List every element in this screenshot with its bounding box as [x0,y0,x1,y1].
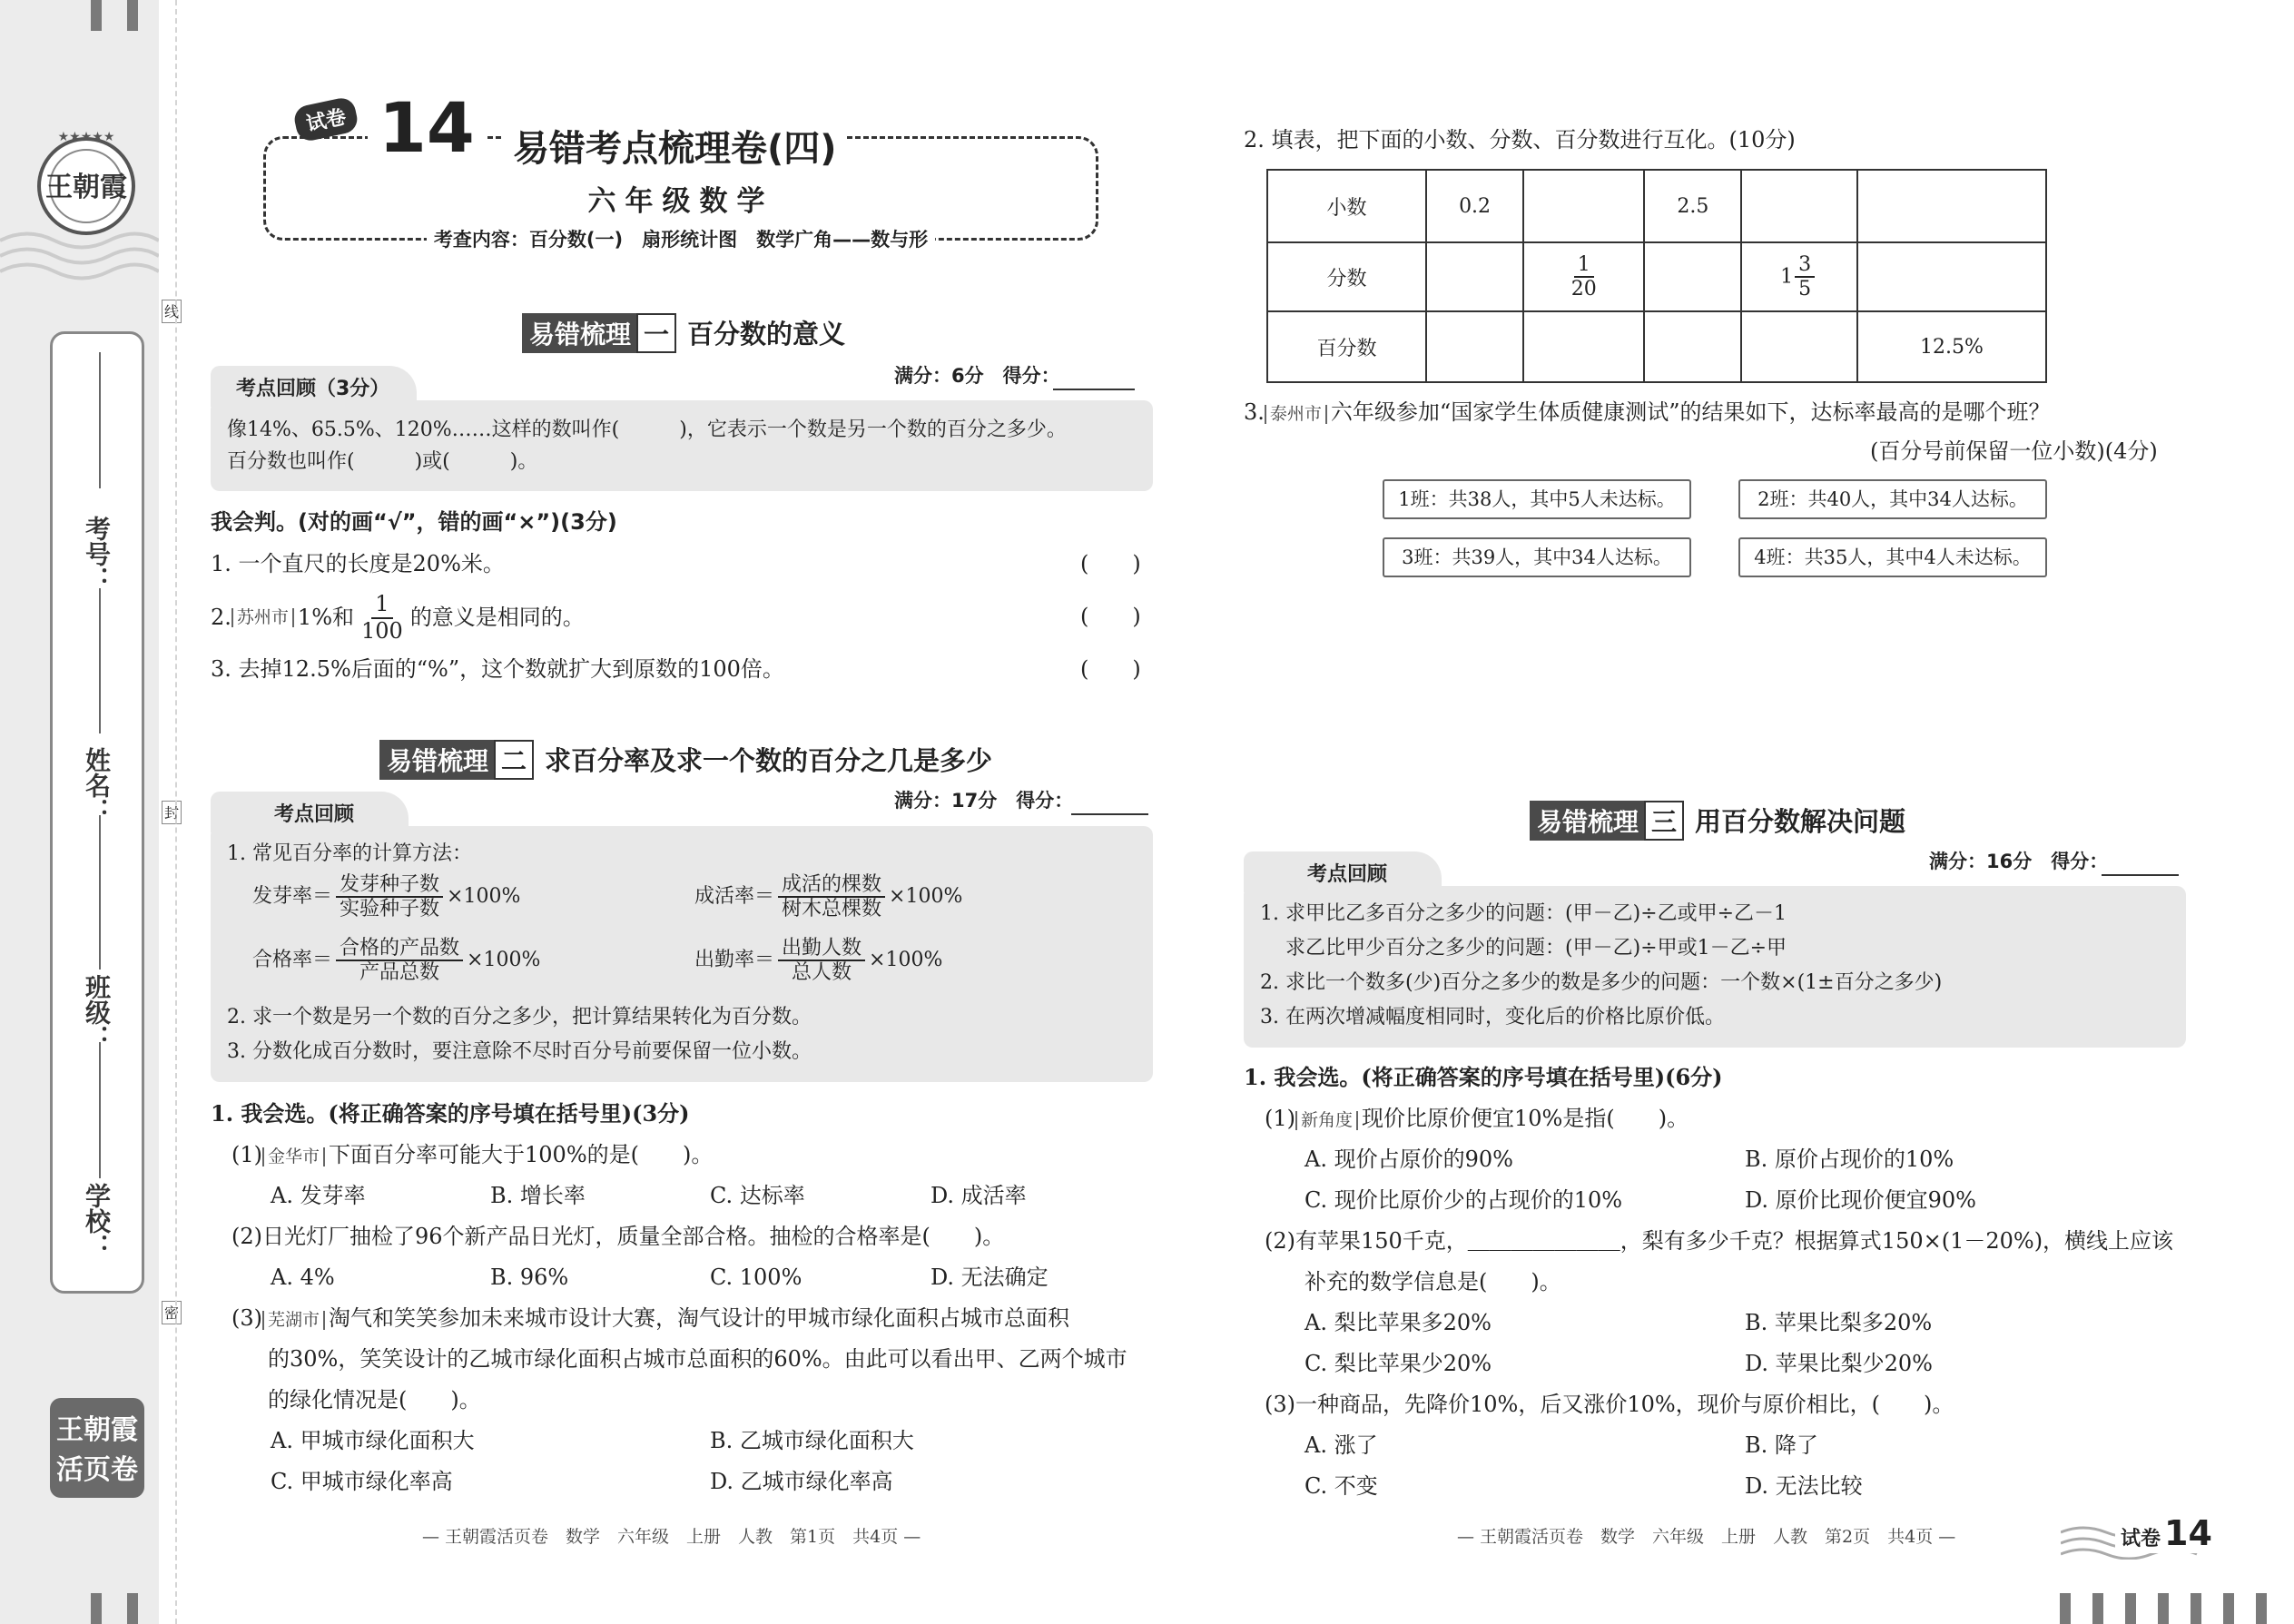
row-label: 百分数 [1267,311,1426,382]
choice-q3-line2: 的30%，笑笑设计的乙城市绿化面积占城市总面积的60%。由此可以看出甲、乙两个城市 [268,1346,1127,1372]
brand-line1: 王朝霞 [56,1414,138,1446]
score-field[interactable] [1071,813,1148,815]
table-cell: 12.5% [1857,311,2046,382]
option-a[interactable]: A. 梨比苹果多20% [1305,1310,1492,1335]
review-line: 1. 常见百分率的计算方法： [227,842,472,865]
judge-q1: 1. 一个直尺的长度是20%米。 [211,551,505,576]
option-d[interactable]: D. 无法确定 [930,1265,1049,1290]
review-box-1 [211,400,1153,491]
page-footer-left: — 王朝霞活页卷 数学 六年级 上册 人教 第1页 共4页 — [422,1527,921,1547]
table-cell[interactable] [1644,311,1741,382]
choice-q1: (1) 金华市 下面百分率可能大于100%的是( )。 [231,1142,714,1167]
name-field[interactable] [99,815,101,969]
section-2-heading [379,740,992,780]
row-label: 分数 [1267,242,1426,311]
class-info-box: 2班：共40人，其中34人达标。 [1738,479,2047,519]
option-b[interactable]: B. 增长率 [490,1183,586,1208]
paper-title: 易错考点梳理卷(四) [504,120,846,172]
section-title: 求百分率及求一个数的百分之几是多少 [545,745,993,776]
table-cell[interactable] [1426,311,1523,382]
table-cell[interactable] [1523,311,1644,382]
student-info-box [50,331,144,1294]
option-b[interactable]: B. 96% [490,1265,569,1290]
option-d[interactable]: D. 苹果比梨少20% [1745,1351,1933,1376]
brand-badge [50,1398,144,1498]
option-d[interactable]: D. 乙城市绿化率高 [710,1469,893,1494]
stripe-mark [91,0,102,31]
choice-q2: (2)日光灯厂抽检了96个新产品日光灯，质量全部合格。抽检的合格率是( )。 [231,1224,1005,1249]
binding-line [175,0,177,1624]
fraction: $\frac{3}{5}$ [1795,253,1815,301]
table-cell[interactable] [1523,170,1644,242]
stripe-mark [2158,1593,2169,1624]
judge-q3: 3. 去掉12.5%后面的“%”，这个数就扩大到原数的100倍。 [211,656,784,682]
choice-q2-line2: 补充的数学信息是( )。 [1305,1269,1561,1294]
class-info-box: 4班：共35人，其中4人未达标。 [1738,537,2047,577]
brand-line2: 活页卷 [56,1454,138,1486]
class-question: 3. 泰州市 六年级参加“国家学生体质健康测试”的结果如下，达标率最高的是哪个班？ [1244,399,2051,425]
option-b[interactable]: B. 苹果比梨多20% [1745,1310,1933,1335]
stripe-mark [2256,1593,2267,1624]
table-cell: 2.5 [1644,170,1741,242]
review-line: 3. 在两次增减幅度相同时，变化后的价格比原价低。 [1260,1006,1725,1029]
choice-q3-line3: 的绿化情况是( )。 [268,1387,481,1412]
score-label: 满分：16分 得分： [1929,851,2109,872]
class-info-box: 3班：共39人，其中34人达标。 [1383,537,1691,577]
review-line: 3. 分数化成百分数时，要注意除不尽时百分号前要保留一位小数。 [227,1040,812,1063]
frac-den: 100 [361,617,403,644]
option-c[interactable]: C. 现价比原价少的占现价的10% [1305,1187,1623,1213]
table-cell: 0.2 [1426,170,1523,242]
section-number: 三 [1644,801,1684,841]
class-info-box: 1班：共38人，其中5人未达标。 [1383,479,1691,519]
judge-q2 [211,592,585,644]
option-c[interactable]: C. 达标率 [710,1183,805,1208]
table-cell[interactable] [1644,242,1741,311]
option-a[interactable]: A. 现价占原价的90% [1305,1147,1513,1172]
option-d[interactable]: D. 成活率 [930,1183,1027,1208]
review-line: 2. 求一个数是另一个数的百分之多少，把计算结果转化为百分数。 [227,1006,812,1029]
q-text: 1%和 [297,605,354,631]
judge-answer-box[interactable]: ( ) [1080,656,1141,682]
judge-title: 我会判。(对的画“√”，错的画“×”)(3分) [211,509,617,535]
section-number: 一 [636,313,676,353]
stripe-mark [2223,1593,2234,1624]
binding-mark: 封 [162,801,182,824]
fraction: $\frac{1}{20}$ [1570,252,1597,300]
choice-q2: (2)有苹果150千克，＿＿＿＿＿＿＿，梨有多少千克？根据算式150×(1－20%)，横线上应该 [1265,1228,2174,1254]
choice-q3: (3) 芜湖市 淘气和笑笑参加未来城市设计大赛，淘气设计的甲城市绿化面积占城市总面积 [231,1305,1070,1331]
option-b[interactable]: B. 原价占现价的10% [1745,1147,1954,1172]
option-d[interactable]: D. 无法比较 [1745,1473,1863,1499]
region-tag: 新角度 [1295,1111,1358,1130]
exam-number-label: 考号： [82,516,112,592]
option-c[interactable]: C. 甲城市绿化率高 [271,1469,453,1494]
q-num: 2. [211,605,231,631]
score-label: 满分：17分 得分： [894,790,1074,812]
review-tab: 考点回顾 [1244,851,1442,892]
score-field[interactable] [1053,389,1135,390]
corner-paper-label: 试卷 14 [2115,1513,2218,1553]
review-box-2 [211,826,1153,1082]
section-badge: 易错梳理 [522,313,638,353]
class-field[interactable] [99,1042,101,1178]
review-line: 求乙比甲少百分之多少的问题：(甲－乙)÷甲或1－乙÷甲 [1285,937,1787,960]
option-a[interactable]: A. 4% [271,1265,335,1290]
page-footer-right: — 王朝霞活页卷 数学 六年级 上册 人教 第2页 共4页 — [1457,1527,1956,1547]
score-field[interactable] [2102,874,2179,876]
stripe-mark [2191,1593,2201,1624]
formula-attendance: 出勤率＝ $\frac{\text{出勤人数}}{\text{总人数}}$ ×100% [694,937,943,985]
option-a[interactable]: A. 甲城市绿化面积大 [271,1428,475,1453]
conversion-table [1266,169,2047,383]
section-number: 二 [494,740,534,780]
judge-answer-box[interactable]: ( ) [1080,604,1141,629]
option-c[interactable]: C. 不变 [1305,1473,1378,1499]
section-title: 用百分数解决问题 [1695,806,1906,837]
option-a[interactable]: A. 涨了 [1305,1432,1378,1458]
section-badge: 易错梳理 [1530,801,1646,841]
option-b[interactable]: B. 乙城市绿化面积大 [710,1428,914,1453]
binding-sidebar [0,0,179,1624]
review-tab: 考点回顾（3分） [211,366,417,407]
name-field-line [99,588,101,733]
table-cell[interactable] [1857,170,2046,242]
fraction [358,592,407,644]
review-line: 2. 求比一个数多(少)百分之多少的数是多少的问题：一个数×(1±百分之多少) [1260,971,1943,994]
judge-answer-box[interactable]: ( ) [1080,551,1141,576]
table-cell [1523,242,1644,311]
stripe-mark [127,1593,138,1624]
review-line: 1. 求甲比乙多百分之多少的问题：(甲－乙)÷乙或甲÷乙－1 [1260,902,1787,925]
section-3-heading [1530,801,1905,841]
formula-pass-rate: 合格率＝ $\frac{\text{合格的产品数}}{\text{产品总数}}$ ×100% [252,937,541,985]
option-c[interactable]: C. 100% [710,1265,802,1290]
table-cell: 1 $\frac{3}{5}$ [1741,242,1856,311]
section-title: 百分数的意义 [687,319,846,349]
wave-decoration [0,227,159,281]
name-label: 姓名： [82,747,112,823]
q-text: 的意义是相同的。 [409,605,585,631]
stripe-mark [2125,1593,2136,1624]
table-cell[interactable] [1857,242,2046,311]
review-line: 像14%、65.5%、120%……这样的数叫作( )，它表示一个数是另一个数的百分之多少。 [227,418,1067,441]
paper-scope: 考查内容：百分数(一) 扇形统计图 数学广角——数与形 [263,225,1098,252]
frac-num: 1 [371,592,392,619]
table-cell[interactable] [1426,242,1523,311]
choose-title: 1. 我会选。(将正确答案的序号填在括号里)(6分) [1244,1064,1723,1090]
exam-number-field[interactable] [99,352,101,488]
stripe-mark [2060,1593,2071,1624]
section-1-heading [522,313,845,353]
row-label: 小数 [1267,170,1426,242]
binding-mark: 线 [162,300,182,323]
region-tag: 泰州市 [1265,405,1327,424]
paper-number: 14 [368,94,486,162]
fill-table-title: 2. 填表，把下面的小数、分数、百分数进行互化。(10分) [1244,127,1796,153]
class-label: 班级： [82,974,112,1050]
class-question-note: (百分号前保留一位小数)(4分) [1870,438,2158,464]
score-label: 满分：6分 得分： [894,365,1060,387]
review-line: 百分数也叫作( )或( )。 [227,450,538,473]
table-row [1267,311,2046,382]
section-badge: 易错梳理 [379,740,496,780]
paper-subtitle: 六年级数学 [587,185,774,218]
region-tag: 苏州市 [231,608,294,627]
choice-q1: (1) 新角度 现价比原价便宜10%是指( )。 [1265,1106,1689,1131]
review-tab: 考点回顾 [211,792,409,832]
stripe-mark [127,0,138,31]
choose-title: 1. 我会选。(将正确答案的序号填在括号里)(3分) [211,1100,690,1127]
brand-logo-icon [27,123,145,241]
formula-survival: 成活率＝ $\frac{\text{成活的棵数}}{\text{树木总棵数}}$ ×100% [694,873,963,921]
region-tag: 芜湖市 [262,1311,325,1330]
binding-mark: 密 [162,1301,182,1324]
region-tag: 金华市 [262,1147,325,1166]
stripe-mark [91,1593,102,1624]
option-c[interactable]: C. 梨比苹果少20% [1305,1351,1492,1376]
stripe-mark [2092,1593,2103,1624]
logo-text: 王朝霞 [45,172,127,203]
svg-text:★★★★★: ★★★★★ [57,130,115,144]
option-a[interactable]: A. 发芽率 [271,1183,366,1208]
review-box-3 [1244,886,2186,1048]
table-row [1267,170,2046,242]
choice-q3: (3)一种商品，先降价10%，后又涨价10%，现价与原价相比，( )。 [1265,1392,1954,1417]
table-row [1267,242,2046,311]
school-label: 学校： [82,1183,112,1259]
option-b[interactable]: B. 降了 [1745,1432,1818,1458]
table-cell[interactable] [1741,311,1856,382]
table-cell[interactable] [1741,170,1856,242]
formula-germination: 发芽率＝ $\frac{\text{发芽种子数}}{\text{实验种子数}}$ ×100% [252,873,521,921]
option-d[interactable]: D. 原价比现价便宜90% [1745,1187,1976,1213]
paper-badge: 试卷 [292,95,360,143]
